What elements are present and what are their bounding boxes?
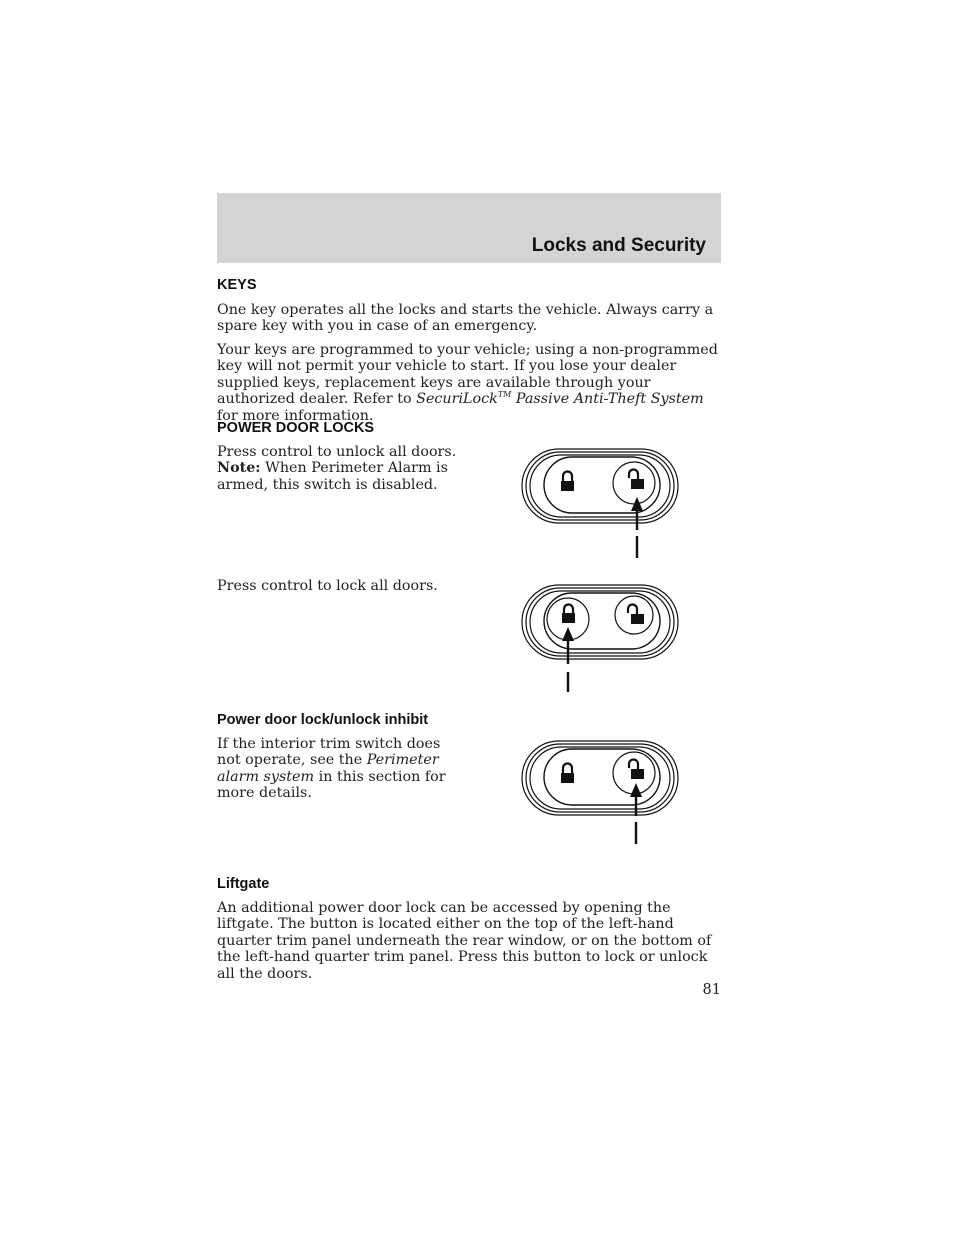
unlock-instruction: Press control to unlock all doors. Note: When Perimeter Alarm is armed, this switch is disabled. <box>217 444 457 493</box>
unlocked-padlock-icon <box>629 470 644 490</box>
unlocked-padlock-icon <box>629 760 644 780</box>
page-number: 81 <box>702 982 721 998</box>
inhibit-switch-diagram <box>520 738 682 852</box>
locked-padlock-icon <box>562 605 575 624</box>
inhibit-paragraph: If the interior trim switch does not operate, see the Perimeter alarm system in this section for more details. <box>217 736 446 802</box>
liftgate-paragraph: An additional power door lock can be accessed by opening the liftgate. The button is located either on the top of the left-hand quarter trim panel underneath the rear window, or on the bottom of the left-hand quarter trim panel. Press this button to lock or unlock all the doors. <box>217 900 712 982</box>
keys-paragraph-1: One key operates all the locks and starts the vehicle. Always carry a spare key with you in case of an emergency. <box>217 302 714 335</box>
locked-padlock-icon <box>561 472 574 492</box>
securilock-reference: SecuriLock™ Passive Anti-Theft System <box>416 390 704 408</box>
inhibit-heading: Power door lock/unlock inhibit <box>217 712 429 728</box>
keys-heading: KEYS <box>217 277 257 293</box>
lock-instruction: Press control to lock all doors. <box>217 578 438 594</box>
perimeter-alarm-reference: Perimeter alarm system <box>217 752 439 785</box>
keys-paragraph-2: Your keys are programmed to your vehicle; using a non-programmed key will not permit your vehicle to start. If you lose your dealer supplied keys, replacement keys are available through your authorized dealer. Refer to SecuriLock™ Passive Anti-Theft System for more information. <box>217 342 718 424</box>
power-door-locks-heading: POWER DOOR LOCKS <box>217 420 375 436</box>
unlocked-padlock-icon <box>628 605 644 625</box>
chapter-header <box>217 193 721 263</box>
liftgate-heading: Liftgate <box>217 876 270 892</box>
chapter-title: Locks and Security <box>531 235 706 256</box>
locked-padlock-icon <box>561 764 574 784</box>
lock-switch-diagram <box>520 582 682 696</box>
unlock-switch-diagram <box>520 446 682 560</box>
